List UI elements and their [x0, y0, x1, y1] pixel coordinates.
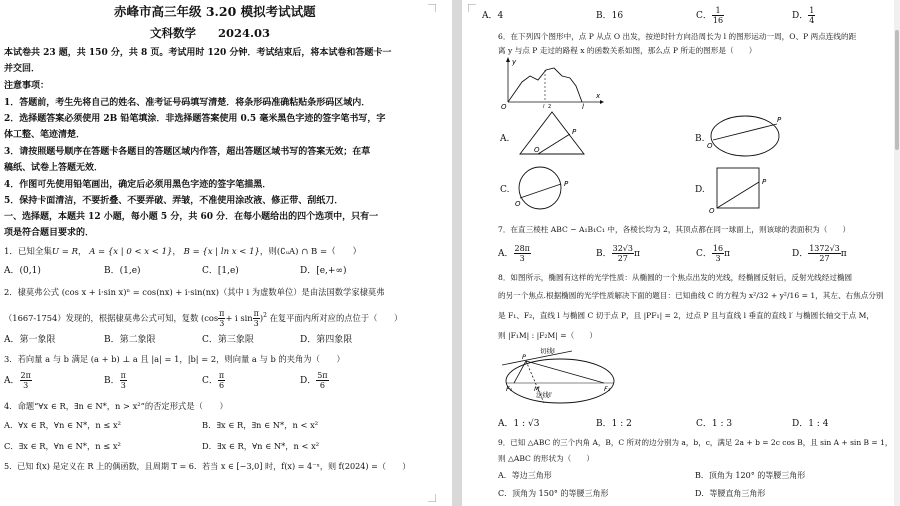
intro-line-2: 并交回． [4, 64, 41, 74]
q8-line-1: 8．如图所示，椭圆有这样的光学性质：从椭圆的一个焦点出发的光线，经椭圆反射后，反射光线经过椭圆 [498, 273, 853, 282]
q2-frac-2-den: 3 [253, 319, 259, 328]
q8-point-p: P [522, 353, 526, 361]
q3-a-label: A． [4, 376, 20, 386]
q7-b-tail: π [634, 249, 640, 259]
q7-d-label: D． [792, 249, 809, 259]
page-gutter [452, 0, 462, 506]
q1-option-a: A．(0,1) [4, 266, 41, 276]
q3-b-den: 3 [120, 381, 126, 390]
q6-option-d: D. [695, 185, 705, 195]
q7-b-den: 27 [617, 254, 628, 263]
q8-option-a: A．1 : √3 [498, 419, 540, 429]
q4-option-d: D．∃x ∈ R，∀n ∈ N*，n < x² [202, 441, 320, 451]
q7-option-b [596, 244, 640, 263]
q2-isin: + i sin [225, 313, 253, 323]
note-3-cont: 稿纸、试卷上答题无效． [4, 163, 104, 173]
q1-set-b: B = {x | ln x < 1} [183, 247, 260, 257]
q6-option-a: A. [500, 134, 510, 144]
q2-frac-2 [253, 309, 260, 328]
q8-ellipse-figure [500, 345, 620, 407]
q8-line-4: 则 |F₁M| : |F₂M| =（ ） [498, 331, 597, 340]
q1-universal-set: U = R [51, 247, 79, 257]
q7-a-den: 3 [519, 254, 525, 263]
q7-b-num: 32√3 [612, 244, 633, 253]
q2-frac-1-den: 3 [219, 319, 225, 328]
q2-option-a: A．第一象限 [4, 335, 56, 345]
triangle-label-o: O [534, 146, 540, 154]
q7-d-num: 1372√3 [809, 244, 840, 253]
q7-b-frac [612, 244, 634, 263]
note-2: 2．选择题答案必须使用 2B 铅笔填涂．非选择题答案使用 0.5 毫米黑色字迹的签字笔书写，字 [4, 114, 386, 124]
q8-line-2: 的另一个焦点.根据椭圆的光学性质解决下面的题目：已知曲线 C 的方程为 x²/32 + y²/16 = 1，其左、右焦点分别 [498, 291, 884, 300]
q4-option-c: C．∃x ∈ R，∀n ∈ N*，n ≤ x² [4, 441, 121, 451]
q6-figure-ellipse [707, 112, 787, 160]
q3-c-num: π [218, 371, 225, 380]
q6-y-arrow [506, 57, 510, 62]
q7-c-frac [712, 244, 724, 263]
q7-a-label: A． [498, 249, 514, 259]
square-label-o: O [709, 207, 715, 214]
q1-set-a: A = {x | 0 < x < 1} [89, 247, 173, 257]
q4-option-a: A．∀x ∈ R，∀n ∈ N*，n ≤ x² [4, 420, 121, 430]
q6-y-label: y [512, 58, 517, 66]
exam-title: 赤峰市高三年级 3.20 模拟考试试题 [114, 4, 316, 19]
q3-d-num: 5π [317, 371, 328, 380]
ellipse-shape [711, 116, 779, 156]
q8-option-d: D．1 : 4 [792, 419, 829, 429]
q3-a-frac [20, 371, 32, 390]
q3-d-label: D． [300, 376, 317, 386]
q4-stem: 4．命题“∀x ∈ R，∃n ∈ N*，n > x²”的否定形式是（ ） [4, 401, 228, 411]
q8-line-3: 是 F₁、F₂，直线 l 与椭圆 C 切于点 P，且 |PF₁| = 2，过点 P 且与直线 l 垂直的直线 l′ 与椭圆长轴交于点 M， [498, 311, 874, 320]
q7-c-tail: π [724, 249, 730, 259]
q2-exponent: 2 [263, 312, 267, 320]
q5-option-c [696, 6, 724, 25]
q9-option-c: C．顶角为 150° 的等腰三角形 [498, 489, 609, 498]
note-3: 3．请按照题号顺序在答题卡各题目的答题区域内作答，超出答题区域书写的答案无效；在草 [4, 147, 371, 157]
corner-mark-bottom-right [428, 494, 436, 502]
section-1-heading-cont: 项是符合题目要求的． [4, 228, 95, 238]
q3-a-den: 3 [23, 381, 29, 390]
q1-expression: (∁ᵤA) ∩ B =（ ） [276, 247, 362, 257]
q3-stem: 3．若向量 a 与 b 满足 (a + b) ⊥ a 且 |a| = 1，|b| = 2，则向量 a 与 b 的夹角为（ ） [4, 354, 345, 364]
q7-option-d [792, 244, 847, 263]
note-5: 5．保持卡面清洁，不要折叠、不要弄破、弄皱，不准使用涂改液、修正带、刮纸刀． [4, 196, 344, 206]
q1-option-c: C．[1,e) [202, 266, 239, 276]
q5-option-d [792, 6, 815, 25]
triangle-segment-op [538, 134, 570, 154]
q6-option-b: B. [695, 134, 705, 144]
q5-d-frac [808, 6, 815, 25]
q2-option-d: D．第四象限 [300, 335, 353, 345]
ellipse-label-o: O [707, 142, 713, 150]
q6-option-c: C. [500, 185, 510, 195]
q7-c-den: 3 [715, 254, 721, 263]
q7-stem: 7．在直三棱柱 ABC − A₁B₁C₁ 中，各棱长均为 2，其顶点都在同一球面上，则该球的表面积为（ ） [498, 225, 851, 234]
q6-figure-square [707, 164, 777, 214]
corner-mark-top-left [468, 4, 476, 12]
q6-x-label: x [596, 92, 601, 100]
q2-close: ) [259, 313, 264, 323]
q1-option-b: B．(1,e) [104, 266, 141, 276]
circle-label-p: P [564, 180, 569, 188]
q7-d-tail: π [840, 249, 847, 259]
q2-line-2b: 在复平面内所对应的点位于（ ） [269, 313, 403, 323]
q7-a-frac [514, 244, 531, 263]
q6-half-label: l [543, 104, 545, 110]
q3-d-frac [316, 371, 328, 390]
q5-c-label: C． [696, 11, 712, 21]
q1-stem-b: ，则 [259, 247, 277, 257]
square-segment-op [717, 182, 759, 208]
q2-complex-number [201, 309, 267, 328]
q7-c-num: 16 [712, 244, 724, 253]
q2-cos: (cos [201, 313, 219, 323]
q8-point-m: M [534, 385, 540, 393]
note-2-cont: 体工整、笔迹清楚． [4, 130, 86, 140]
q2-frac-1-num: π [219, 309, 225, 318]
q9-line-2: 则 △ABC 的形状为（ ） [498, 454, 595, 463]
q6-x-arrow [600, 100, 604, 104]
circle-segment-op [520, 184, 561, 198]
q2-option-c: C．第三象限 [202, 335, 254, 345]
scrollbar-track[interactable] [894, 0, 900, 506]
q6-figure-circle [512, 164, 582, 212]
square-shape [717, 168, 759, 208]
q6-figure-triangle [512, 108, 592, 158]
q6-distance-graph [500, 56, 610, 110]
q7-a-num: 28π [514, 244, 530, 253]
q3-d-den: 6 [319, 381, 325, 390]
q3-option-a [4, 371, 32, 390]
q4-option-b: B．∃x ∈ R，∃n ∈ N*，n < x² [202, 420, 319, 430]
q8-normal-label: 法线l′ [536, 391, 553, 399]
square-label-p: P [762, 178, 767, 186]
q9-option-a: A．等边三角形 [498, 471, 552, 480]
q3-option-b [104, 371, 127, 390]
page-right [462, 0, 900, 506]
q5-option-a: A．4 [482, 11, 504, 21]
scrollbar-thumb[interactable] [895, 30, 899, 150]
q3-a-num: 2π [20, 371, 31, 380]
q6-line-2: 离 y 与点 P 走过的路程 x 的函数关系如图，那么点 P 所走的图形是（ ） [498, 46, 757, 55]
q3-b-frac [120, 371, 127, 390]
q8-option-b: B．1 : 2 [596, 419, 632, 429]
q6-end-label: l [582, 103, 584, 110]
circle-shape [519, 167, 561, 209]
q3-option-d [300, 371, 329, 390]
q3-b-label: B． [104, 376, 120, 386]
q5-d-label: D． [792, 11, 809, 21]
q8-focus-f2: F₂ [604, 385, 611, 393]
q7-c-label: C． [696, 249, 712, 259]
q1-option-d: D．[e,+∞) [300, 266, 347, 276]
q3-c-frac [218, 371, 225, 390]
q8-ray-pf2 [526, 361, 604, 383]
q9-option-b: B．顶角为 120° 的等腰三角形 [695, 471, 806, 480]
notes-title: 注意事项： [4, 81, 50, 91]
q5-c-frac [712, 6, 724, 25]
q3-c-den: 6 [218, 381, 225, 390]
q7-option-a [498, 244, 531, 263]
q8-tangent-line [502, 351, 572, 365]
q2-option-b: B．第二象限 [104, 335, 156, 345]
note-4: 4．作图可先使用铅笔画出，确定后必须用黑色字迹的签字笔描黑． [4, 180, 272, 190]
q9-line-1: 9．已知 △ABC 的三个内角 A，B，C 所对的边分别为 a，b，c，满足 2a + b = 2c cos B，且 sin A + sin B = 1， [498, 438, 893, 447]
q7-option-c [696, 244, 730, 263]
q3-c-label: C． [202, 376, 218, 386]
corner-mark-top-right [428, 4, 436, 12]
exam-date: 2024.03 [218, 26, 271, 40]
q2-frac-2-num: π [253, 309, 259, 318]
q8-focus-f1: F₁ [506, 385, 513, 393]
q6-half-den: 2 [548, 104, 552, 110]
q1-stem-a: 1．已知全集 [4, 247, 52, 257]
q8-ray-pf1 [514, 361, 526, 383]
q7-b-label: B． [596, 249, 612, 259]
q9-option-d: D．等腰直角三角形 [695, 489, 766, 498]
q7-d-frac [808, 244, 841, 263]
note-1: 1．答题前，考生先将自己的姓名、准考证号码填写清楚．将条形码准确粘贴条形码区域内． [4, 98, 371, 108]
q3-b-num: π [120, 371, 126, 380]
ellipse-segment-op [713, 124, 777, 140]
q8-tangent-label: 切线l [540, 347, 555, 355]
ellipse-label-p: P [777, 116, 782, 124]
intro-line-1: 本试卷共 23 题，共 150 分，共 8 页。考试用时 120 分钟．考试结束后，将本试卷和答题卡一 [4, 48, 392, 58]
q5-c-den: 16 [712, 16, 724, 25]
q2-line-1: 2．棣莫弗公式 (cos x + i·sin x)ⁿ = cos(nx) + i·sin(nx)（其中 i 为虚数单位）是由法国数学家棣莫弗 [4, 287, 385, 297]
q5-d-den: 4 [809, 16, 815, 25]
q6-line-1: 6．在下列四个图形中，点 P 从点 O 出发，按逆时针方向沿周长为 l 的图形运动一周，O、P 两点连线的距 [498, 32, 857, 41]
q5-c-num: 1 [712, 6, 724, 16]
question-1: 1．已知全集U = R， A = {x | 0 < x < 1}， B = {x | ln x < 1}，则(∁ᵤA) ∩ B =（ ） [4, 247, 362, 257]
section-1-heading: 一、选择题，本题共 12 小题，每小题 5 分，共 60 分．在每小题给出的四个选项中，只有一 [4, 212, 379, 222]
q5-stem: 5．已知 f(x) 是定义在 R 上的偶函数，且周期 T = 6．若当 x ∈ [−3,0] 时，f(x) = 4⁻ˣ，则 f(2024) =（ ） [4, 461, 411, 471]
exam-subject [150, 27, 270, 39]
q6-origin-label: O [501, 103, 507, 110]
q8-option-c: C．1 : 3 [696, 419, 733, 429]
subject-text: 文科数学 [150, 26, 196, 40]
triangle-label-p: P [572, 128, 577, 136]
q6-curve [508, 68, 582, 102]
q5-d-num: 1 [809, 6, 815, 15]
circle-label-o: O [515, 200, 521, 208]
q3-option-c [202, 371, 225, 390]
q2-line-2a: （1667-1754）发现的，根据棣莫弗公式可知，复数 [4, 313, 199, 323]
q2-line-2 [4, 309, 402, 328]
q7-d-den: 27 [819, 254, 830, 263]
q5-option-b: B．16 [596, 11, 624, 21]
